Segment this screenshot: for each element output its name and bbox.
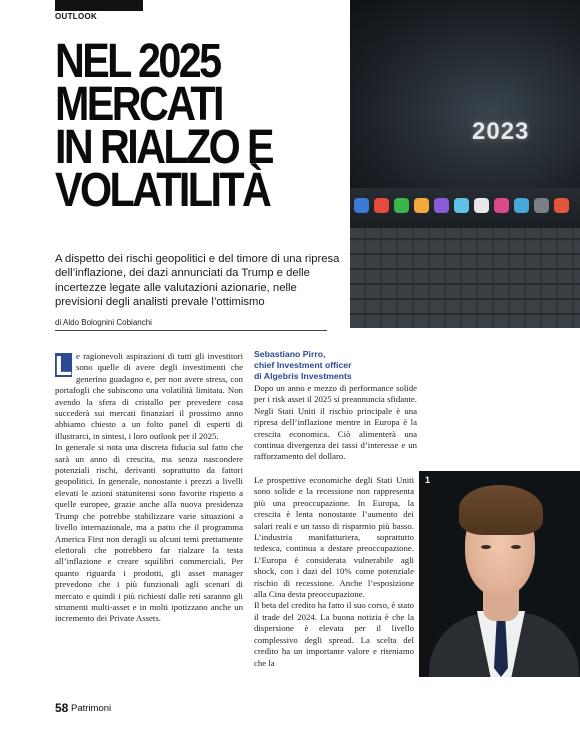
dock-app-icon bbox=[554, 198, 569, 213]
portrait-eye bbox=[481, 545, 491, 549]
title-line-2: MERCATI bbox=[55, 78, 222, 131]
dock-app-icon bbox=[534, 198, 549, 213]
dock-app-icon bbox=[454, 198, 469, 213]
dock-app-icon bbox=[414, 198, 429, 213]
page-number: 58 bbox=[55, 701, 69, 715]
laptop-screen bbox=[350, 0, 580, 205]
dock-app-icon bbox=[374, 198, 389, 213]
expert-role: chief Investment officer bbox=[254, 360, 352, 370]
portrait-number: 1 bbox=[425, 475, 431, 485]
body-column-2-bottom bbox=[254, 475, 414, 669]
expert-portrait-photo bbox=[419, 471, 580, 677]
portrait-eye bbox=[511, 545, 521, 549]
title-line-1: NEL 2025 bbox=[55, 35, 220, 88]
body-paragraph: Il beta del credito ha fatto il suo corso, è stato il trade del 2024. La buona notizia è che la dispersione è elevata per il livello complessivo degli spread. La scelta del credito ha un importante valore e riteniamo che la bbox=[254, 600, 414, 668]
body-paragraph: Le prospettive economiche degli Stati Uniti sono solide e la recessione non rappresenta più una preoccupazione. In Europa, la crescita è lenta nonostante l’aumento dei salari reali e un tasso di risparmio più basso. L’industria manifatturiera, soprattutto tedesca, continua a destare preoccupazione. L’Europa è considerata vulnerabile agli shock, con i dazi del 10% come potenziale rischio di recessione. Anche l’esposizione alla Cina desta preoccupazione. bbox=[254, 475, 414, 600]
expert-heading bbox=[254, 349, 424, 382]
title-line-3: IN RIALZO E bbox=[55, 121, 273, 174]
paragraph-text: e ragionevoli aspirazioni di tutti gli investitori sono quelle di avere degli investimenti che generino guadagno e, per non avere stress, con portafogli che subiscono una volatilità limitata. Non avendo la sfera di cristallo per prevedere cosa succederà sui mercati finanziari il prossimo anno abbiamo chiesto a un folto panel di esperti di illustrarci, in sintesi, i loro outlook per il 2025. bbox=[55, 351, 243, 441]
body-column-1 bbox=[55, 351, 243, 625]
article-deck: A dispetto dei rischi geopolitici e del timore di una ripresa dell’inflazione, dei dazi annunciati da Trump e delle incertezze legate alle valutazioni azionarie, nelle previsioni degli analisti prevale l’ottimismo bbox=[55, 253, 340, 308]
section-tab-bar bbox=[55, 0, 143, 11]
body-paragraph: Dopo un anno e mezzo di performance solide per i risk asset il 2025 si preannuncia sfidante. Negli Stati Uniti il rischio principale è una ripresa dell’inflazione mentre in Europa è la crescita economica. Ciò alimenterà una continua divergenza dei tassi d’interesse e un rafforzamento del dollaro. bbox=[254, 383, 417, 462]
dock-app-icon bbox=[494, 198, 509, 213]
dock-app-icon bbox=[354, 198, 369, 213]
hero-photo-laptop bbox=[350, 0, 580, 328]
dock-app-icon bbox=[434, 198, 449, 213]
dock-app-icon bbox=[514, 198, 529, 213]
expert-company: di Algebris Investments bbox=[254, 371, 352, 381]
section-label: OUTLOOK bbox=[55, 12, 98, 21]
drop-cap: L bbox=[55, 350, 73, 381]
title-line-4: VOLATILITÀ bbox=[55, 164, 270, 217]
dock-app-icon bbox=[394, 198, 409, 213]
magazine-name: Patrimoni bbox=[71, 703, 112, 714]
laptop-keyboard-rows bbox=[350, 228, 580, 328]
expert-name: Sebastiano Pirro, bbox=[254, 349, 326, 359]
body-paragraph: In generale si nota una discreta fiducia sul fatto che sarà un anno di crescita, ma senza nascondere potenziali rischi, derivanti soprattutto da fattori geopolitici. In generale, nonostante i prezzi a livelli elevati le azioni statunitensi sono favorite rispetto a quelle europee, grazie anche alla nuova presidenza Trump che potrebbe stabilizzare varie situazioni a livello internazionale, ma a patto che il programma America First non deragli su alcuni temi prettamente elettorali che potrebbero far rialzare la testa all’inflazione e creare squilibri commerciali. Per quanto riguarda i prodotti, gli asset manager prevedono che i più funzionali agli scenari di mercato e quindi i più richiesti dalle reti saranno gli strumenti multi-asset e in molti ipotizzano anche un incremento dei Private Assets. bbox=[55, 442, 243, 624]
byline: di Aldo Bolognini Cobianchi bbox=[55, 318, 152, 327]
dock-app-icon bbox=[474, 198, 489, 213]
body-paragraph bbox=[55, 351, 243, 442]
hero-year-text: 2023 bbox=[472, 118, 530, 145]
byline-divider bbox=[55, 330, 327, 331]
article-title bbox=[55, 35, 313, 217]
body-column-2-top bbox=[254, 383, 417, 463]
portrait-hair bbox=[459, 485, 543, 535]
